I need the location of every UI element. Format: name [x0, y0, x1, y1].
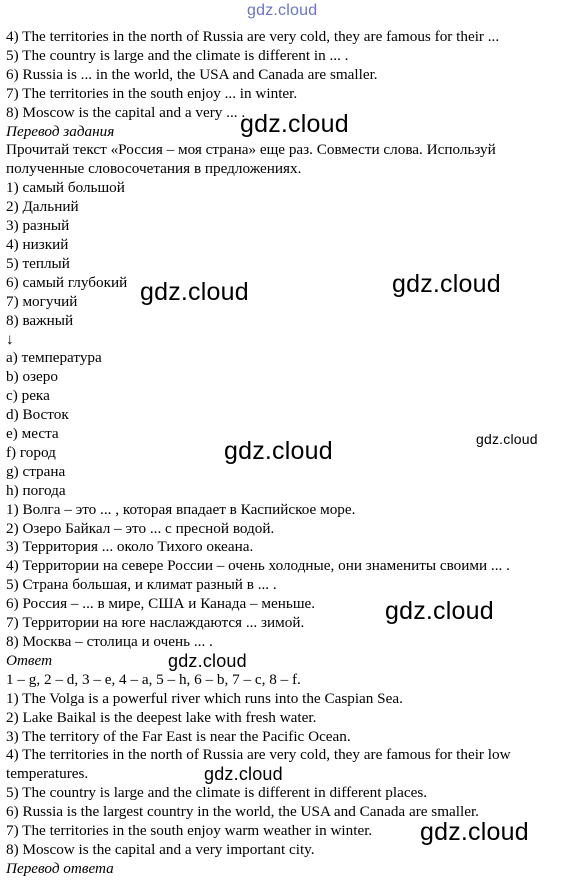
word-item: 3) разный: [6, 217, 70, 235]
answer-line: 1) The Volga is a powerful river which runs into the Caspian Sea.: [6, 689, 403, 707]
watermark: gdz.cloud: [204, 764, 283, 784]
exercise-line: 7) The territories in the south enjoy ... in winter.: [6, 84, 298, 102]
word-item: h) погода: [6, 481, 66, 499]
answer-line: 3) The territory of the Far East is near the Pacific Ocean.: [6, 727, 351, 745]
word-item: d) Восток: [6, 406, 69, 424]
watermark: gdz.cloud: [140, 278, 249, 306]
section-heading-task-translation: Перевод задания: [6, 122, 115, 140]
word-item: 5) теплый: [6, 254, 70, 272]
answer-line: 6) Russia is the largest country in the world, the USA and Canada are smaller.: [6, 803, 479, 821]
answer-line: 2) Lake Baikal is the deepest lake with fresh water.: [6, 708, 317, 726]
word-item: 2) Дальний: [6, 198, 79, 216]
section-heading-answer: Ответ: [6, 651, 53, 669]
sentence-line: 5) Страна большая, и климат разный в ... .: [6, 576, 277, 594]
answer-line: 7) The territories in the south enjoy warm weather in winter.: [6, 822, 373, 840]
exercise-line: 8) Moscow is the capital and a very ... .: [6, 103, 246, 121]
sentence-line: 4) Территории на севере России – очень холодные, они знамениты своими ... .: [6, 557, 510, 575]
watermark: gdz.cloud: [392, 270, 501, 298]
watermark: gdz.cloud: [385, 597, 494, 625]
task-instruction: Прочитай текст «Россия – моя страна» еще раз. Совмести слова. Используй полученные словосочетания в предложениях.: [6, 141, 496, 178]
word-item: g) страна: [6, 462, 66, 480]
watermark-logo: gdz.cloud: [247, 2, 318, 19]
answer-line: 4) The territories in the north of Russia are very cold, they are famous for their low temperatures.: [6, 746, 511, 783]
sentence-line: 8) Москва – столица и очень ... .: [6, 633, 213, 650]
watermark: gdz.cloud: [224, 437, 333, 465]
section-heading-answer-translation: Перевод ответа: [6, 859, 114, 877]
exercise-line: 4) The territories in the north of Russia are very cold, they are famous for their ...: [6, 28, 500, 45]
exercise-line: 5) The country is large and the climate is different in ... .: [6, 46, 349, 64]
sentence-line: 1) Волга – это ... , которая впадает в Каспийское море.: [6, 500, 356, 518]
watermark: gdz.cloud: [476, 431, 538, 447]
answer-line: 8) Moscow is the capital and a very important city.: [6, 840, 315, 858]
word-item: e) места: [6, 425, 59, 443]
word-item: c) река: [6, 387, 50, 405]
sentence-line: 2) Озеро Байкал – это ... с пресной водой.: [6, 519, 275, 537]
exercise-line: 6) Russia is ... in the world, the USA and Canada are smaller.: [6, 65, 378, 83]
word-item: 4) низкий: [6, 235, 69, 253]
word-item: 6) самый глубокий: [6, 273, 128, 291]
watermark: gdz.cloud: [168, 651, 247, 671]
sentence-line: 3) Территория ... около Тихого океана.: [6, 538, 254, 556]
word-item: a) температура: [6, 349, 102, 367]
word-item: f) город: [6, 443, 56, 461]
word-item: 1) самый большой: [6, 179, 125, 197]
sentence-line: 6) Россия – ... в мире, США и Канада – меньше.: [6, 595, 316, 613]
sentence-line: 7) Территории на юге наслаждаются ... зимой.: [6, 614, 305, 632]
watermark: gdz.cloud: [420, 818, 529, 846]
down-arrow-icon: ↓: [6, 330, 14, 348]
word-item: b) озеро: [6, 368, 58, 386]
answer-key: 1 – g, 2 – d, 3 – e, 4 – a, 5 – h, 6 – b, 7 – c, 8 – f.: [6, 670, 301, 688]
watermark: gdz.cloud: [240, 110, 349, 138]
answer-line: 5) The country is large and the climate is different in different places.: [6, 784, 428, 802]
word-item: 7) могучий: [6, 292, 78, 310]
word-item: 8) важный: [6, 311, 74, 329]
